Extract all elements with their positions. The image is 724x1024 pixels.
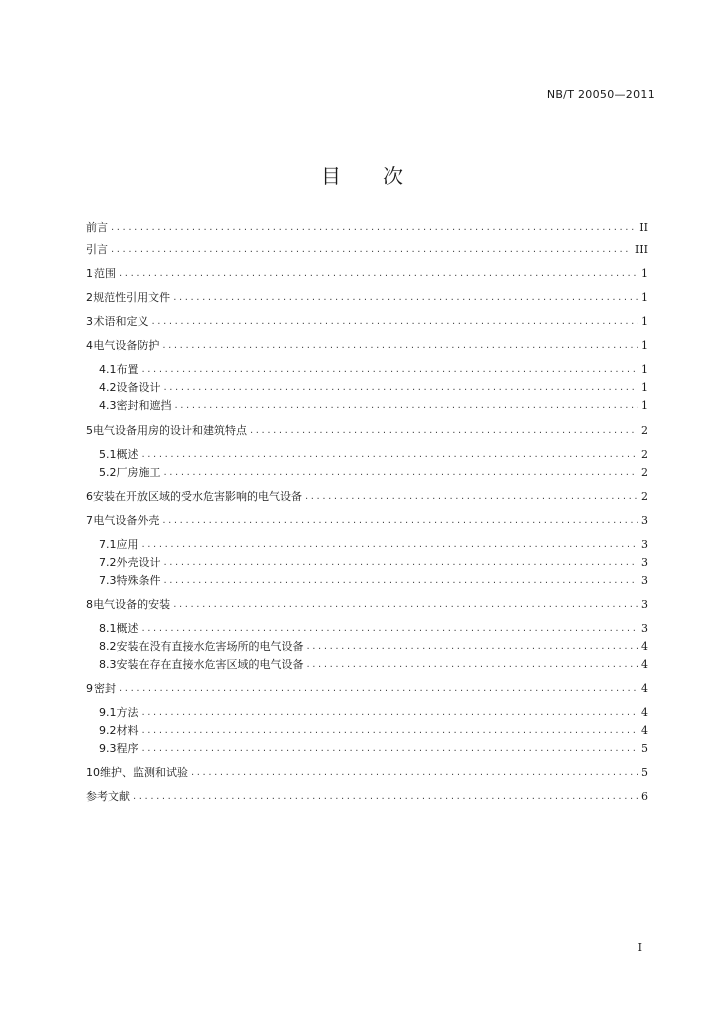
toc-entry-number: 7.2 — [99, 555, 117, 569]
toc-leader-dots — [142, 623, 639, 634]
toc-leader-dots — [173, 599, 638, 610]
toc-entry-page: 6 — [641, 789, 648, 803]
toc-entry[interactable] — [99, 553, 648, 571]
toc-entry-number: 4.2 — [99, 380, 117, 394]
toc-entry[interactable] — [86, 288, 648, 306]
toc-entry-number: 5 — [86, 423, 93, 437]
toc-leader-dots — [133, 791, 638, 802]
toc-leader-dots — [142, 449, 639, 460]
toc-entry[interactable] — [86, 421, 648, 439]
toc-leader-dots — [119, 268, 638, 279]
toc-entry[interactable] — [99, 396, 648, 414]
toc-leader-dots — [142, 725, 639, 736]
toc-entry[interactable] — [86, 595, 648, 613]
toc-leader-dots — [307, 659, 639, 670]
toc-entry-page: 1 — [641, 362, 648, 376]
toc-entry-page: II — [639, 220, 648, 234]
toc-entry-number: 3 — [86, 314, 93, 328]
toc-entry[interactable] — [99, 571, 648, 589]
toc-leader-dots — [191, 767, 638, 778]
toc-entry-number: 5.2 — [99, 465, 117, 479]
toc-entry[interactable] — [99, 535, 648, 553]
toc-entry[interactable] — [99, 721, 648, 739]
toc-entry[interactable] — [86, 336, 648, 354]
toc-entry-number: 4.3 — [99, 398, 117, 412]
toc-entry-page: 5 — [641, 765, 648, 779]
toc-leader-dots — [111, 244, 632, 255]
toc-entry-page: 4 — [641, 723, 648, 737]
toc-entry[interactable] — [86, 679, 648, 697]
toc-entry-page: 1 — [641, 380, 648, 394]
title-char-1: 目 — [321, 164, 341, 188]
toc-entry-label: 材料 — [116, 724, 139, 737]
toc-entry-label: 范围 — [94, 267, 117, 280]
toc-entry-number: 7 — [86, 513, 93, 527]
toc-entry-page: 1 — [641, 314, 648, 328]
toc-entry-page: 3 — [641, 621, 648, 635]
toc-entry-number: 9.3 — [99, 741, 117, 755]
toc-entry-label: 应用 — [116, 538, 139, 551]
toc-entry-page: 4 — [641, 657, 648, 671]
toc-entry-page: 3 — [641, 537, 648, 551]
toc-entry[interactable] — [99, 703, 648, 721]
toc-entry-page: 3 — [641, 555, 648, 569]
toc-entry[interactable] — [86, 312, 648, 330]
toc-entry-page: 1 — [641, 338, 648, 352]
toc-entry[interactable] — [99, 378, 648, 396]
toc-entry-label: 设备设计 — [116, 381, 161, 394]
toc-entry-page: 1 — [641, 266, 648, 280]
toc-entry[interactable] — [99, 655, 648, 673]
toc-entry-page: 2 — [641, 465, 648, 479]
toc-entry-number: 9.1 — [99, 705, 117, 719]
toc-entry-label: 电气设备外壳 — [93, 514, 160, 527]
toc-leader-dots — [164, 467, 639, 478]
toc-entry[interactable] — [99, 619, 648, 637]
toc-entry-label: 概述 — [116, 622, 139, 635]
toc-leader-dots — [152, 316, 638, 327]
toc-entry[interactable] — [99, 637, 648, 655]
toc-entry-page: 4 — [641, 705, 648, 719]
toc-entry[interactable] — [86, 240, 648, 258]
toc-entry-number: 8.1 — [99, 621, 117, 635]
toc-entry-label: 布置 — [116, 363, 139, 376]
toc-entry-number: 6 — [86, 489, 93, 503]
toc-entry-page: 1 — [641, 398, 648, 412]
toc-entry-label: 方法 — [116, 706, 139, 719]
toc-entry[interactable] — [99, 463, 648, 481]
toc-entry-number: 1 — [86, 266, 93, 280]
toc-entry-page: 2 — [641, 489, 648, 503]
page-title — [0, 160, 724, 189]
toc-leader-dots — [307, 641, 639, 652]
toc-entry-page: 1 — [641, 290, 648, 304]
toc-entry-label: 密封 — [94, 682, 117, 695]
toc-entry[interactable] — [99, 445, 648, 463]
toc-entry[interactable] — [86, 487, 648, 505]
toc-leader-dots — [164, 557, 639, 568]
toc-entry-label: 术语和定义 — [93, 315, 149, 328]
toc-leader-dots — [173, 292, 638, 303]
toc-entry-label: 维护、监测和试验 — [100, 766, 188, 779]
toc-entry-number: 9 — [86, 681, 93, 695]
toc-leader-dots — [142, 707, 639, 718]
toc-entry-label: 前言 — [86, 221, 108, 234]
page-number: I — [637, 941, 642, 954]
toc-entry-label: 电气设备用房的设计和建筑特点 — [93, 424, 247, 437]
toc-entry[interactable] — [86, 511, 648, 529]
toc-entry-label: 规范性引用文件 — [93, 291, 171, 304]
toc-leader-dots — [111, 222, 636, 233]
toc-entry-label: 电气设备防护 — [93, 339, 160, 352]
toc-entry-page: 4 — [641, 681, 648, 695]
toc-entry-page: 3 — [641, 597, 648, 611]
toc-entry-label: 引言 — [86, 243, 108, 256]
toc-leader-dots — [305, 491, 638, 502]
toc-entry-number: 2 — [86, 290, 93, 304]
toc-entry-label: 程序 — [116, 742, 139, 755]
toc-entry[interactable] — [99, 739, 648, 757]
toc-entry-label: 安装在存在直接水危害区域的电气设备 — [116, 658, 304, 671]
toc-entry-number: 7.1 — [99, 537, 117, 551]
toc-entry-label: 概述 — [116, 448, 139, 461]
toc-entry-number: 4.1 — [99, 362, 117, 376]
toc-leader-dots — [142, 364, 639, 375]
toc-leader-dots — [162, 515, 638, 526]
toc-leader-dots — [164, 575, 639, 586]
toc-entry-number: 8.3 — [99, 657, 117, 671]
toc-entry-page: 4 — [641, 639, 648, 653]
toc-entry-number: 4 — [86, 338, 93, 352]
toc-leader-dots — [119, 683, 638, 694]
toc-entry-label: 电气设备的安装 — [93, 598, 171, 611]
toc-leader-dots — [162, 340, 638, 351]
title-char-2: 次 — [383, 164, 403, 188]
toc-entry-number: 5.1 — [99, 447, 117, 461]
toc-entry-label: 安装在没有直接水危害场所的电气设备 — [116, 640, 304, 653]
toc-leader-dots — [164, 382, 639, 393]
toc-entry-number: 9.2 — [99, 723, 117, 737]
toc-entry-page: 3 — [641, 573, 648, 587]
toc-entry-number: 7.3 — [99, 573, 117, 587]
toc-entry-page: 5 — [641, 741, 648, 755]
toc-entry[interactable] — [86, 763, 648, 781]
toc-entry-label: 厂房施工 — [116, 466, 161, 479]
toc-entry-number: 8.2 — [99, 639, 117, 653]
toc-entry-label: 外壳设计 — [116, 556, 161, 569]
toc-entry[interactable] — [86, 264, 648, 282]
toc-leader-dots — [175, 400, 639, 411]
toc-entry-label: 密封和遮挡 — [116, 399, 172, 412]
toc-entry-label: 参考文献 — [86, 790, 130, 803]
toc-entry-page: 2 — [641, 447, 648, 461]
standard-code: NB/T 20050—2011 — [546, 88, 655, 101]
toc-entry[interactable] — [86, 218, 648, 236]
toc-entry[interactable] — [86, 787, 648, 805]
toc-entry[interactable] — [99, 360, 648, 378]
toc-entry-label: 特殊条件 — [116, 574, 161, 587]
toc-leader-dots — [250, 425, 638, 436]
toc-leader-dots — [142, 743, 639, 754]
toc-entry-label: 安装在开放区域的受水危害影响的电气设备 — [93, 490, 302, 503]
toc-entry-page: 2 — [641, 423, 648, 437]
toc-entry-page: III — [634, 242, 648, 256]
toc-entry-page: 3 — [641, 513, 648, 527]
toc-entry-number: 8 — [86, 597, 93, 611]
toc-entry-number: 10 — [86, 765, 100, 779]
toc-leader-dots — [142, 539, 639, 550]
